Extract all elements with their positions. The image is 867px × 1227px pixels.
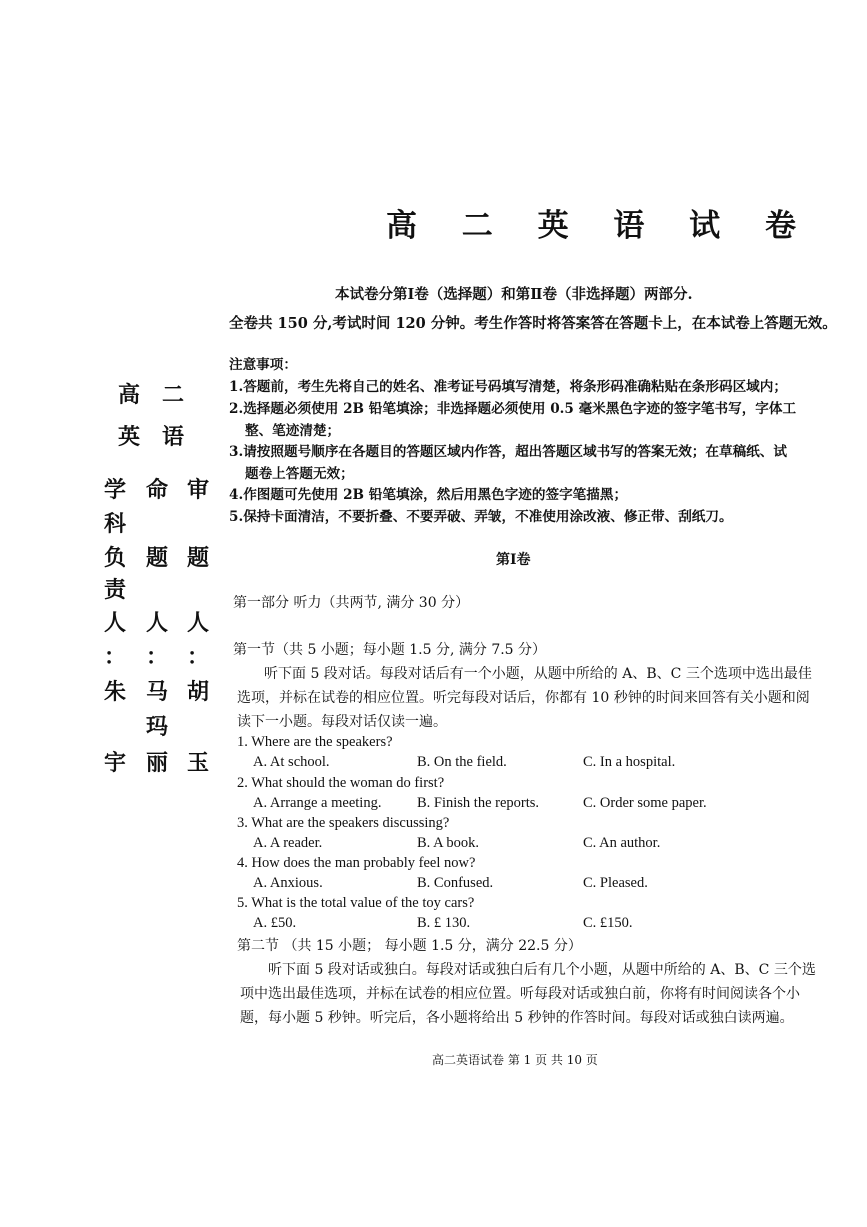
sidebar-char: 人 xyxy=(145,610,168,636)
notice-item: 3.请按照题号顺序在各题目的答题区域内作答，超出答题区域书写的答案无效；在草稿纸、试 xyxy=(229,444,787,460)
option-c: C. In a hospital. xyxy=(583,754,676,770)
notice-item: 整、笔迹清楚； xyxy=(245,423,341,439)
notice-heading: 注意事项： xyxy=(229,357,297,373)
sidebar-char: 胡 xyxy=(186,679,209,705)
sidebar-char: 审 xyxy=(186,477,209,503)
question-text: 5. What is the total value of the toy cars? xyxy=(237,895,475,911)
option-a: A. At school. xyxy=(253,754,330,770)
option-c: C. Pleased. xyxy=(583,875,648,891)
notice-item: 题卷上答题无效； xyxy=(245,466,354,482)
option-a: A. £50. xyxy=(253,915,297,931)
sidebar-char: 玛 xyxy=(145,714,168,740)
sidebar-char: 题 xyxy=(145,545,168,571)
sidebar-char: 科 xyxy=(103,511,126,537)
sidebar-char: 负 xyxy=(103,545,126,571)
sidebar-char: ： xyxy=(145,644,168,670)
option-b: B. £ 130. xyxy=(417,915,471,931)
sidebar-char: 人 xyxy=(103,610,126,636)
sidebar-char: 学 xyxy=(103,477,126,503)
option-b: B. A book. xyxy=(417,835,480,851)
sidebar-char: 高 xyxy=(117,382,140,408)
page-footer: 高二英语试卷 第 1 页 共 10 页 xyxy=(432,1053,598,1067)
sidebar-char: 玉 xyxy=(186,750,209,776)
question-text: 3. What are the speakers discussing? xyxy=(237,815,450,831)
sidebar-char: 责 xyxy=(103,577,126,603)
sidebar-char: 宇 xyxy=(103,750,126,776)
option-c: C. £150. xyxy=(583,915,633,931)
question-text: 4. How does the man probably feel now? xyxy=(237,855,476,871)
sidebar-char: 英 xyxy=(117,424,140,450)
notice-item: 4.作图题可先使用 2B 铅笔填涂，然后用黑色字迹的签字笔描黑； xyxy=(229,487,628,503)
option-c: C. Order some paper. xyxy=(583,795,707,811)
option-b: B. Finish the reports. xyxy=(417,795,540,811)
sidebar-char: 丽 xyxy=(145,750,168,776)
option-b: B. On the field. xyxy=(417,754,507,770)
page-title: 高 二 英 语 试 卷 xyxy=(386,208,813,244)
option-a: A. Anxious. xyxy=(253,875,323,891)
option-c: C. An author. xyxy=(583,835,661,851)
notice-item: 1.答题前，考生先将自己的姓名、准考证号码填写清楚，将条形码准确粘贴在条形码区域内； xyxy=(229,379,787,395)
section1-instruction: 选项，并标在试卷的相应位置。听完每段对话后，你都有 10 秒钟的时间来回答有关小题和阅 xyxy=(237,690,810,706)
notice-item: 2.选择题必须使用 2B 铅笔填涂；非选择题必须使用 0.5 毫米黑色字迹的签字笔书写，字体工 xyxy=(229,401,797,417)
sidebar-char: 人 xyxy=(186,610,209,636)
part1-heading: 第一部分 听力（共两节, 满分 30 分） xyxy=(233,595,470,611)
intro-line-2: 全卷共 150 分,考试时间 120 分钟。考生作答时将答案答在答题卡上，在本试卷上答题无效。 xyxy=(229,315,837,332)
section2-instruction: 题，每小题 5 秒钟。听完后，各小题将给出 5 秒钟的作答时间。每段对话或独白读两遍。 xyxy=(240,1010,794,1026)
sidebar-char: 语 xyxy=(161,424,184,450)
volume-heading: 第Ⅰ卷 xyxy=(496,552,531,568)
sidebar-char: 二 xyxy=(161,382,184,408)
section2-heading: 第二节 （共 15 小题； 每小题 1.5 分，满分 22.5 分） xyxy=(237,938,582,954)
intro-line-1: 本试卷分第Ⅰ卷（选择题）和第Ⅱ卷（非选择题）两部分. xyxy=(335,286,693,303)
sidebar-char: 朱 xyxy=(103,679,126,705)
option-b: B. Confused. xyxy=(417,875,494,891)
sidebar-char: ： xyxy=(103,644,126,670)
sidebar-char: 命 xyxy=(145,477,168,503)
sidebar-char: 马 xyxy=(145,679,168,705)
section1-heading: 第一节（共 5 小题；每小题 1.5 分, 满分 7.5 分） xyxy=(233,642,547,658)
section1-instruction: 读下一小题。每段对话仅读一遍。 xyxy=(237,714,447,730)
sidebar-char: ： xyxy=(186,644,209,670)
notice-item: 5.保持卡面清洁，不要折叠、不要弄破、弄皱，不准使用涂改液、修正带、刮纸刀。 xyxy=(229,509,733,525)
option-a: A. Arrange a meeting. xyxy=(253,795,382,811)
section2-instruction: 听下面 5 段对话或独白。每段对话或独白后有几个小题，从题中所给的 A、B、C 三个选 xyxy=(268,962,816,978)
section1-instruction: 听下面 5 段对话。每段对话后有一个小题，从题中所给的 A、B、C 三个选项中选出最佳 xyxy=(264,666,812,682)
sidebar-char: 题 xyxy=(186,545,209,571)
option-a: A. A reader. xyxy=(253,835,323,851)
question-text: 2. What should the woman do first? xyxy=(237,775,445,791)
section2-instruction: 项中选出最佳选项，并标在试卷的相应位置。听每段对话或独白前，你将有时间阅读各个小 xyxy=(240,986,800,1002)
question-text: 1. Where are the speakers? xyxy=(237,734,393,750)
